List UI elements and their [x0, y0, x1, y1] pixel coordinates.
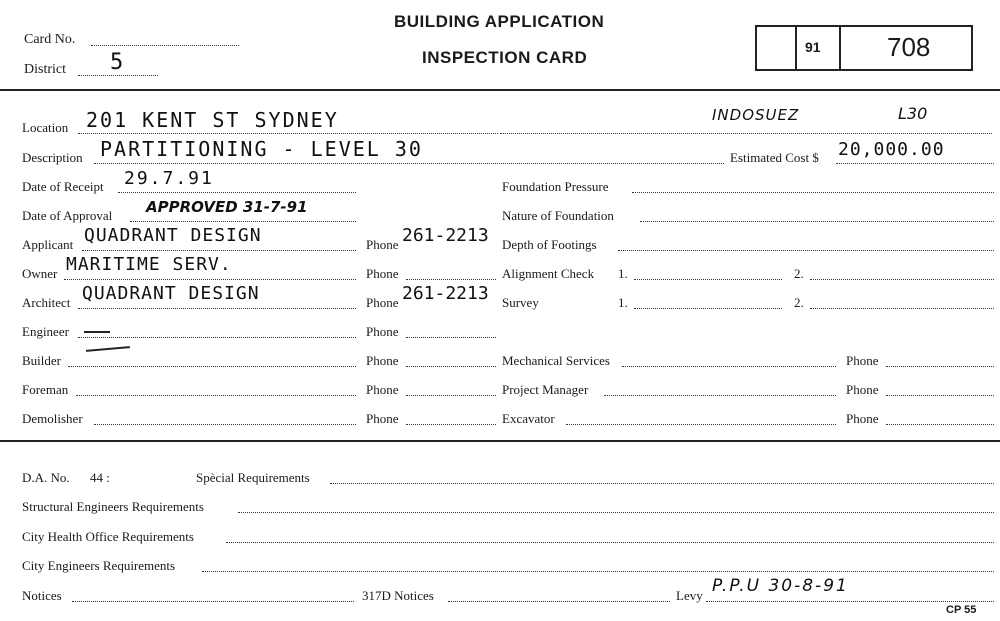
location-label: Location [22, 120, 69, 135]
architect-label: Architect [22, 295, 71, 310]
date-receipt-line [118, 192, 356, 193]
location-line-right [500, 133, 992, 134]
district-value: 5 [110, 50, 126, 75]
depth-footings-line [618, 250, 994, 251]
date-receipt-label: Date of Receipt [22, 179, 104, 194]
alignment-check-num1: 1. [618, 266, 628, 281]
engineer-phone-label: Phone [366, 324, 399, 339]
applicant-phone-value: 261-2213 [402, 225, 489, 246]
project-manager-line [604, 395, 836, 396]
project-manager-phone-line [886, 395, 994, 396]
location-note: INDOSUEZ [712, 106, 800, 124]
district-line [78, 75, 158, 76]
form-title-line2: INSPECTION CARD [422, 48, 588, 67]
description-line [94, 163, 724, 164]
engineer-label: Engineer [22, 324, 69, 339]
engineer-dash-mark [84, 331, 110, 333]
demolisher-line [94, 424, 356, 425]
nature-foundation-label: Nature of Foundation [502, 208, 614, 223]
box-number: 708 [887, 32, 931, 62]
mechanical-services-line [622, 366, 836, 367]
notices-line [72, 601, 354, 602]
city-engineers-label: City Engineers Requirements [22, 558, 176, 573]
excavator-line [566, 424, 836, 425]
builder-dash-mark [86, 346, 130, 352]
levy-value: P.P.U 30-8-91 [712, 576, 849, 596]
builder-phone-line [406, 366, 496, 367]
notices-317d-line [448, 601, 670, 602]
notices-label: Notices [22, 588, 62, 603]
box-divider-right [839, 27, 841, 69]
excavator-label: Excavator [502, 411, 555, 426]
structural-requirements-line [238, 512, 994, 513]
owner-value: MARITIME SERV. [66, 254, 232, 275]
demolisher-label: Demolisher [22, 411, 83, 426]
survey-num1: 1. [618, 295, 628, 310]
project-manager-label: Project Manager [502, 382, 589, 397]
special-requirements-line [330, 483, 994, 484]
applicant-line [82, 250, 356, 251]
engineer-phone-line [406, 337, 496, 338]
mechanical-phone-line [886, 366, 994, 367]
alignment-check-line2 [810, 279, 994, 280]
depth-footings-label: Depth of Footings [502, 237, 597, 252]
builder-label: Builder [22, 353, 61, 368]
location-note-level: L30 [898, 104, 928, 123]
notices-317d-label: 317D Notices [362, 588, 434, 603]
architect-value: QUADRANT DESIGN [82, 283, 260, 304]
da-no-value: 44 : [90, 470, 110, 485]
card-no-line [91, 45, 239, 46]
demolisher-phone-line [406, 424, 496, 425]
da-no-label: D.A. No. [22, 470, 70, 485]
foreman-label: Foreman [22, 382, 69, 397]
date-approval-line [130, 221, 356, 222]
owner-label: Owner [22, 266, 58, 281]
box-prefix: 91 [805, 39, 821, 55]
levy-label: Levy [676, 588, 703, 603]
survey-line2 [810, 308, 994, 309]
city-engineers-line [202, 571, 994, 572]
excavator-phone-label: Phone [846, 411, 879, 426]
foreman-line [76, 395, 356, 396]
survey-num2: 2. [794, 295, 804, 310]
header-divider [0, 89, 1000, 91]
applicant-value: QUADRANT DESIGN [84, 225, 262, 246]
date-approval-label: Date of Approval [22, 208, 113, 223]
mechanical-services-label: Mechanical Services [502, 353, 610, 368]
special-requirements-label: Spècial Requirements [196, 470, 310, 485]
estimated-cost-value: 20,000.00 [838, 139, 945, 160]
excavator-phone-line [886, 424, 994, 425]
box-divider-left [795, 27, 797, 69]
architect-line [78, 308, 356, 309]
engineer-line [78, 337, 356, 338]
description-label: Description [22, 150, 83, 165]
applicant-label: Applicant [22, 237, 74, 252]
owner-phone-line [406, 279, 496, 280]
mechanical-phone-label: Phone [846, 353, 879, 368]
levy-line [706, 601, 994, 602]
nature-foundation-line [640, 221, 994, 222]
demolisher-phone-label: Phone [366, 411, 399, 426]
card-number-box [755, 25, 973, 71]
project-manager-phone-label: Phone [846, 382, 879, 397]
section-divider [0, 440, 1000, 442]
alignment-check-line1 [634, 279, 782, 280]
alignment-check-num2: 2. [794, 266, 804, 281]
structural-requirements-label: Structural Engineers Requirements [22, 499, 204, 514]
foreman-phone-label: Phone [366, 382, 399, 397]
date-receipt-value: 29.7.91 [124, 168, 214, 189]
survey-line1 [634, 308, 782, 309]
architect-phone-label: Phone [366, 295, 399, 310]
foreman-phone-line [406, 395, 496, 396]
applicant-phone-label: Phone [366, 237, 399, 252]
estimated-cost-line [836, 163, 994, 164]
foundation-pressure-line [632, 192, 994, 193]
builder-line [68, 366, 356, 367]
form-title-line1: BUILDING APPLICATION [394, 12, 605, 31]
estimated-cost-label: Estimated Cost $ [730, 150, 819, 165]
form-code: CP 55 [946, 604, 977, 616]
description-value: PARTITIONING - LEVEL 30 [100, 137, 423, 161]
health-requirements-label: City Health Office Requirements [22, 529, 194, 544]
district-label: District [24, 62, 66, 77]
card-no-label: Card No. [24, 32, 76, 47]
health-requirements-line [226, 542, 994, 543]
foundation-pressure-label: Foundation Pressure [502, 179, 609, 194]
survey-label: Survey [502, 295, 539, 310]
date-approval-value: APPROVED 31-7-91 [146, 198, 308, 216]
alignment-check-label: Alignment Check [502, 266, 595, 281]
location-line [78, 133, 498, 134]
architect-phone-value: 261-2213 [402, 283, 489, 304]
builder-phone-label: Phone [366, 353, 399, 368]
owner-phone-label: Phone [366, 266, 399, 281]
location-value: 201 KENT ST SYDNEY [86, 108, 339, 132]
owner-line [64, 279, 356, 280]
